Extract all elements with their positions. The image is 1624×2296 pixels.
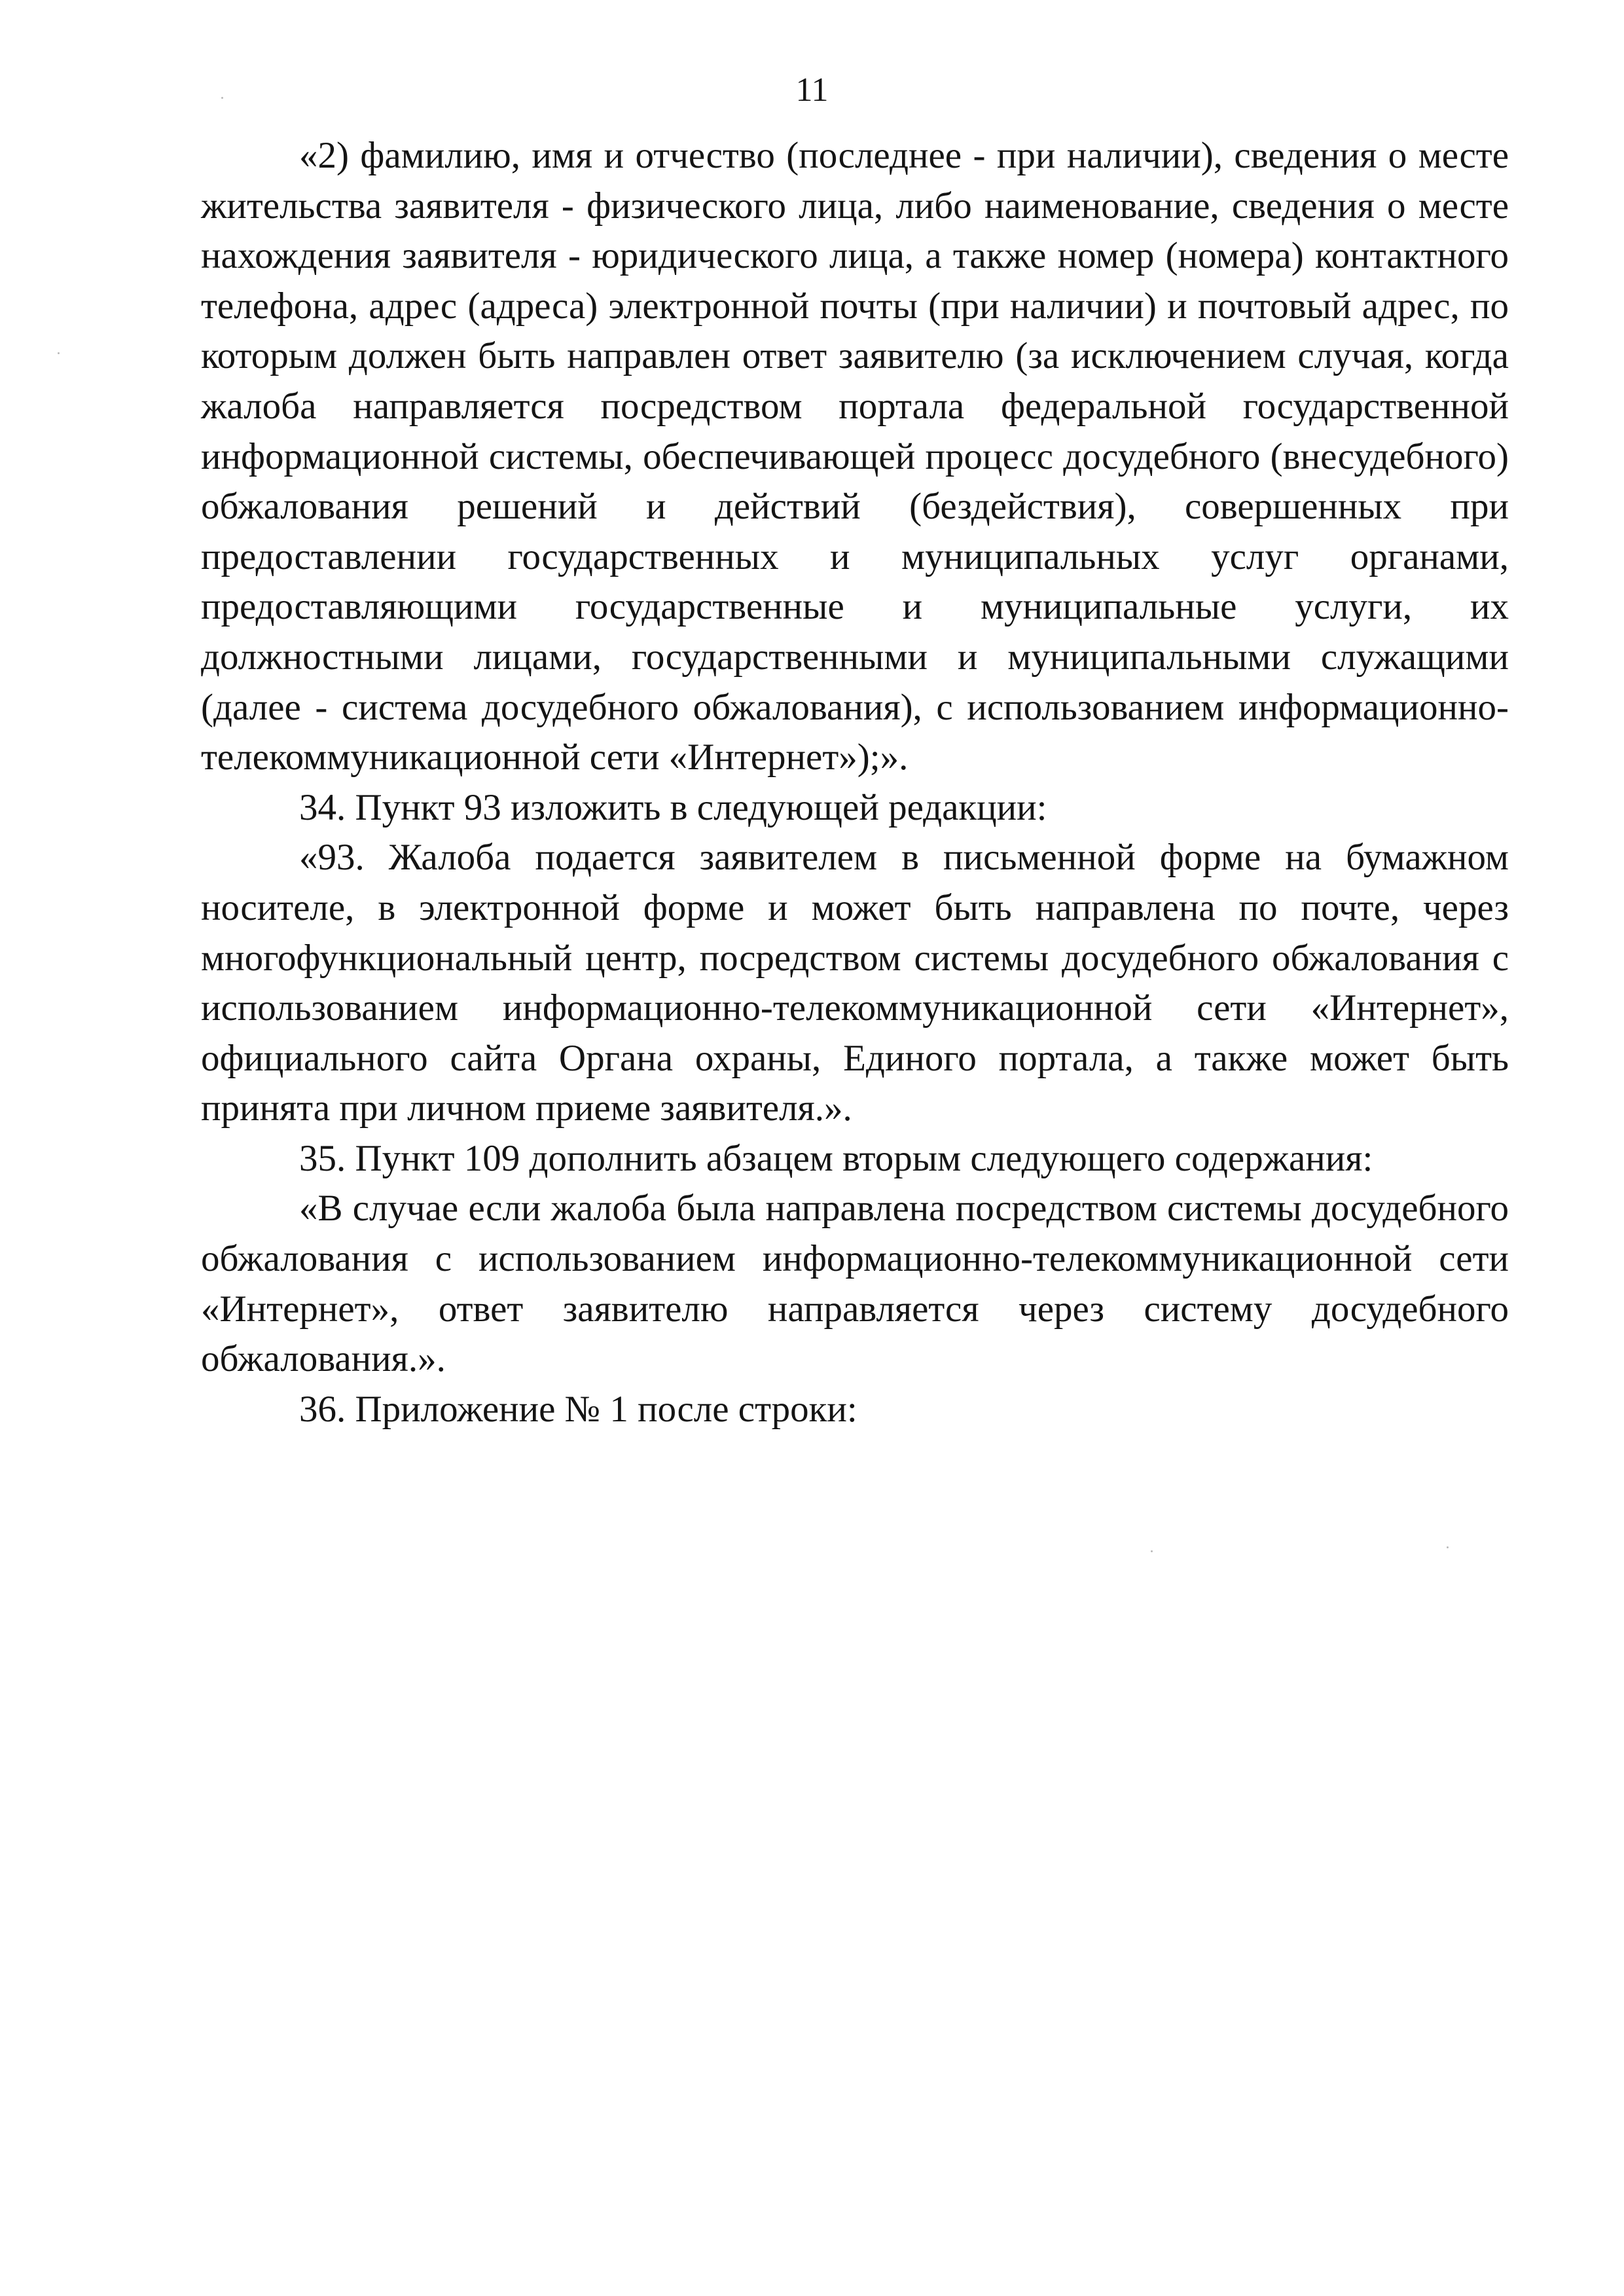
scan-speck (1447, 1546, 1449, 1548)
document-body (201, 131, 1509, 1434)
paragraph-complaint-requirements: «2) фамилию, имя и отчество (последнее - при наличии), сведения о месте жительства заявителя - физического лица, либо наименование, сведения о месте нахождения заявителя - юридического лица, а также номер (номера) контактного телефона, адрес (адреса) электронной почты (при наличии) и почтовый адрес, по которым должен быть направлен ответ заявителю (за исключением случая, когда жалоба направляется посредством портала федеральной государственной информационной системы, обеспечивающей процесс досудебного (внесудебного) обжалования решений и действий (бездействия), совершенных при предоставлении государственных и муниципальных услуг органами, предоставляющими государственные и муниципальные услуги, их должностными лицами, государственными и муниципальными служащими (далее - система досудебного обжалования), с использованием информационно-телекоммуникационной сети «Интернет»);». (201, 135, 1509, 778)
paragraph-clause-109: «В случае если жалоба была направлена посредством системы досудебного обжалования с использованием информационно-телекоммуникационной сети «Интернет», ответ заявителю направляется через систему досудебного обжалования.». (201, 1188, 1509, 1380)
page-number: 11 (795, 71, 829, 109)
paragraph-item-35: 35. Пункт 109 дополнить абзацем вторым следующего содержания: (299, 1137, 1373, 1179)
scan-speck (58, 352, 60, 354)
paragraph-item-34: 34. Пункт 93 изложить в следующей редакции: (299, 786, 1047, 828)
paragraph-item-36: 36. Приложение № 1 после строки: (299, 1388, 857, 1430)
scan-speck (221, 97, 223, 99)
paragraph-clause-93: «93. Жалоба подается заявителем в письменной форме на бумажном носителе, в электронной форме и может быть направлена по почте, через многофункциональный центр, посредством системы досудебного обжалования с использованием информационно-телекоммуникационной сети «Интернет», официального сайта Органа охраны, Единого портала, а также может быть принята при личном приеме заявителя.». (201, 837, 1509, 1129)
scan-speck (1151, 1550, 1153, 1552)
